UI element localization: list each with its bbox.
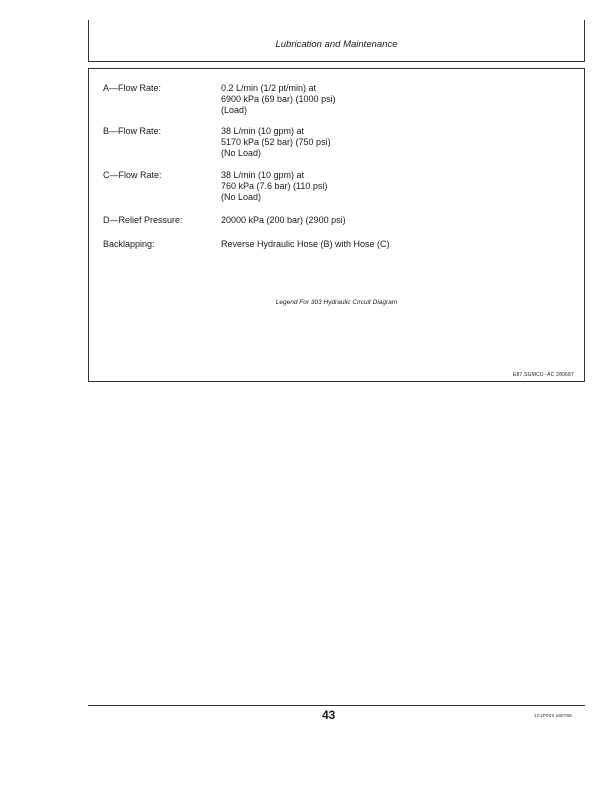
spec-value <box>221 170 327 203</box>
spec-label: D—Relief Pressure: <box>103 215 183 225</box>
spec-value-line: 0.2 L/min (1/2 pt/min) at <box>221 83 317 93</box>
spec-label: C—Flow Rate: <box>103 170 162 180</box>
spec-value-line: (Load) <box>221 105 248 115</box>
footer-divider <box>88 705 585 706</box>
spec-value <box>221 215 346 226</box>
spec-label: Backlapping: <box>103 239 155 249</box>
spec-legend-box <box>88 68 585 382</box>
spec-value-line: (No Load) <box>221 192 262 202</box>
spec-value <box>221 83 336 116</box>
spec-value-line: 38 L/min (10 gpm) at <box>221 126 305 136</box>
spec-value-line: 6900 kPa (69 bar) (1000 psi) <box>221 94 336 104</box>
section-title: Lubrication and Maintenance <box>275 39 398 50</box>
page-header <box>88 20 585 62</box>
figure-caption: Legend For 303 Hydraulic Circuit Diagram <box>275 299 398 306</box>
spec-value-line: 38 L/min (10 gpm) at <box>221 170 305 180</box>
page-number: 43 <box>322 708 336 722</box>
spec-label: B—Flow Rate: <box>103 126 162 136</box>
spec-value-line: 20000 kPa (200 bar) (2900 psi) <box>221 215 346 225</box>
footer-code: 1C1P043 160788 <box>534 713 572 718</box>
reference-code: E87,SGMCU -AC 280687 <box>513 372 574 378</box>
spec-value-line: (No Load) <box>221 148 262 158</box>
spec-value-line: 760 kPa (7.6 bar) (110 psi) <box>221 181 328 191</box>
spec-value-line: 5170 kPa (52 bar) (750 psi) <box>221 137 331 147</box>
spec-value <box>221 239 390 250</box>
spec-value-line: Reverse Hydraulic Hose (B) with Hose (C) <box>221 239 390 249</box>
spec-value <box>221 126 331 159</box>
spec-label: A—Flow Rate: <box>103 83 162 93</box>
